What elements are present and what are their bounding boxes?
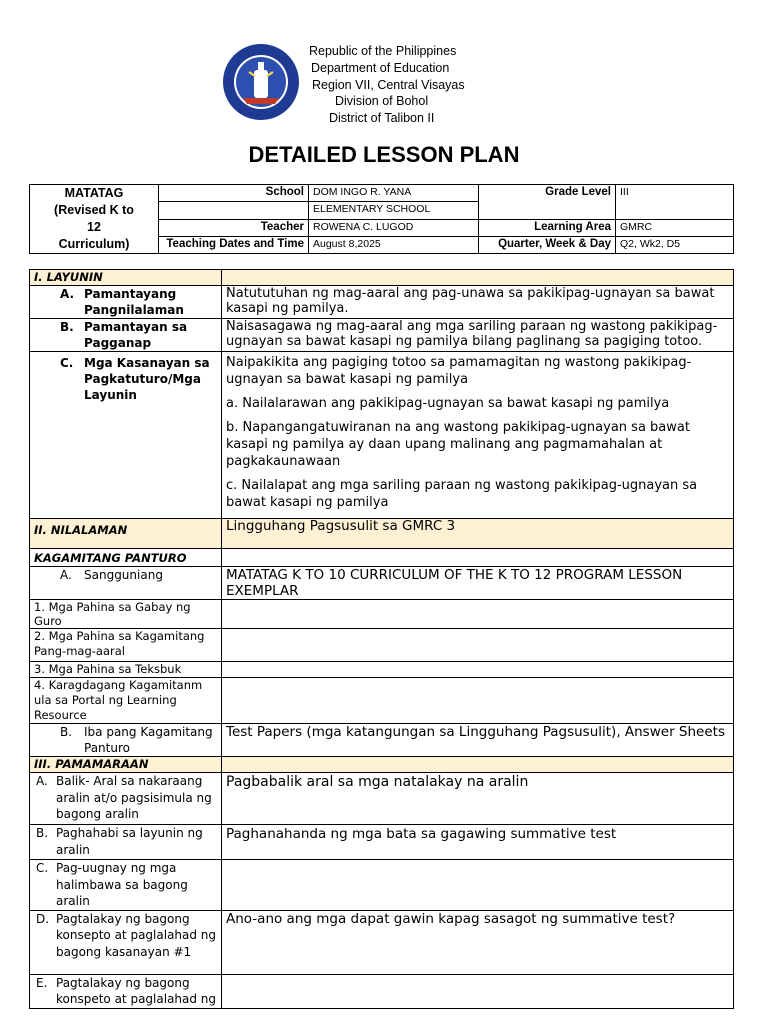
pamamaraan-a-cell (30, 773, 222, 825)
school-value-2: ELEMENTARY SCHOOL (309, 202, 479, 219)
header-line-department: Department of Education (311, 60, 450, 75)
ref-mag-aaral-pages: 2. Mga Pahina sa Kagamitang Pang-mag-aaral (30, 629, 222, 662)
layunin-a-label-cell (30, 286, 222, 319)
sanggunian-text: MATATAG K TO 10 CURRICULUM OF THE K TO 12 PROGRAM LESSON EXEMPLAR (222, 567, 734, 600)
ref-mag-aaral-pages-value (222, 629, 734, 662)
layunin-b-label: Pamantayan sa Pagganap (84, 320, 188, 350)
layunin-b-text: Naisasagawa ng mag-aaral ang mga sariling paraan ng wastong pakikipag-ugnayan sa bawat kasapi ng pamilya bilang paglinang sa pagiging totoo. (222, 319, 734, 352)
deped-seal-logo (221, 42, 301, 122)
layunin-a-label: Pamantayang Pangnilalaman (84, 287, 184, 317)
section-kagamitang-blank (222, 549, 734, 567)
layunin-c-text: Naipakikita ang pagiging totoo sa pamamagitan ng wastong pakikipag-ugnayan sa bawat kasapi ng pamilya (226, 355, 692, 387)
teaching-dates-value: August 8,2025 (309, 236, 479, 253)
header-line-region: Region VII, Central Visayas (312, 77, 465, 92)
document-title: DETAILED LESSON PLAN (248, 142, 520, 167)
section-nilalaman: II. NILALAMAN (30, 519, 222, 549)
ref-portal-resource-value (222, 678, 734, 724)
pamamaraan-e-label: Pagtalakay ng bagong konspeto at paglalahad ng (56, 975, 217, 1006)
curriculum-label (30, 185, 159, 254)
nilalaman-text: Lingguhang Pagsusulit sa GMRC 3 (222, 519, 734, 549)
quarter-week-day-label: Quarter, Week & Day (479, 236, 616, 253)
layunin-c-marker: C. (60, 356, 74, 370)
section-pamamaraan: III. PAMAMARAAN (30, 757, 222, 773)
sanggunian-label-cell (30, 567, 222, 600)
header-line-republic: Republic of the Philippines (309, 44, 457, 58)
pamamaraan-c-text (222, 860, 734, 911)
pamamaraan-b-cell (30, 825, 222, 860)
layunin-b-marker: B. (60, 320, 74, 334)
curriculum-line-3: 12 (87, 220, 101, 234)
pamamaraan-c-cell (30, 860, 222, 911)
curriculum-line-2: (Revised K to (54, 203, 134, 217)
ref-teksbuk-pages-value (222, 662, 734, 678)
pamamaraan-d-cell (30, 910, 222, 974)
iba-pang-kagamitan-label: Iba pang Kagamitang Panturo (84, 725, 213, 755)
section-layunin-blank (222, 270, 734, 286)
pamamaraan-d-text: Ano-ano ang mga dapat gawin kapag sasagot ng summative test? (222, 910, 734, 974)
layunin-c-cell (222, 352, 734, 519)
learning-area-label: Learning Area (479, 219, 616, 236)
header-line-division: Division of Bohol (335, 94, 429, 109)
pamamaraan-d-label: Pagtalakay ng bagong konsepto at paglalahad ng bagong kasanayan #1 (56, 911, 217, 959)
lesson-plan-table (29, 269, 734, 1009)
layunin-c-label-cell (30, 352, 222, 519)
iba-pang-kagamitan-marker: B. (60, 725, 73, 739)
pamamaraan-c-marker: C. (36, 861, 49, 875)
layunin-a-marker: A. (60, 287, 75, 301)
ref-portal-resource: 4. Karagdagang Kagamitanm ula sa Portal ng Learning Resource (30, 678, 222, 724)
ref-guro-pages: 1. Mga Pahina sa Gabay ng Guro (30, 600, 222, 629)
teacher-label: Teacher (159, 219, 309, 236)
pamamaraan-b-text: Paghanahanda ng mga bata sa gagawing summative test (222, 825, 734, 860)
pamamaraan-e-text (222, 974, 734, 1008)
header-line-district: District of Talibon II (329, 111, 435, 126)
learning-area-value: GMRC (616, 219, 734, 236)
layunin-c-label: Mga Kasanayan sa Pagkatuturo/Mga Layunin (84, 356, 210, 402)
grade-value: III (616, 185, 734, 220)
layunin-c-item-b: b. Napangangatuwiranan na ang wastong pakikipag-ugnayan sa bawat kasapi ng pamilya ay daan upang malinang ang pagmamahalan at pagkakaunawaan (226, 420, 690, 469)
pamamaraan-d-marker: D. (36, 911, 50, 926)
pamamaraan-e-marker: E. (36, 975, 48, 990)
section-kagamitang-panturo: KAGAMITANG PANTURO (30, 549, 222, 567)
school-label: School (159, 185, 309, 202)
lesson-info-table (29, 184, 734, 254)
layunin-b-label-cell (30, 319, 222, 352)
section-pamamaraan-blank (222, 757, 734, 773)
document-header (0, 0, 768, 167)
quarter-week-day-value: Q2, Wk2, D5 (616, 236, 734, 253)
pamamaraan-a-label: Balik- Aral sa nakaraang aralin at/o pagsisimula ng bagong aralin (56, 774, 212, 821)
iba-pang-kagamitan-label-cell (30, 724, 222, 757)
pamamaraan-b-marker: B. (36, 826, 49, 840)
pamamaraan-a-marker: A. (36, 774, 48, 788)
pamamaraan-a-text: Pagbabalik aral sa mga natalakay na aralin (222, 773, 734, 825)
section-layunin: I. LAYUNIN (30, 270, 222, 286)
teacher-value: ROWENA C. LUGOD (309, 219, 479, 236)
teaching-dates-label: Teaching Dates and Time (159, 236, 309, 253)
sanggunian-marker: A. (60, 568, 72, 582)
school-label-spacer (159, 202, 309, 219)
layunin-a-text: Natututuhan ng mag-aaral ang pag-unawa sa pakikipag-ugnayan sa bawat kasapi ng pamilya. (222, 286, 734, 319)
pamamaraan-e-cell (30, 974, 222, 1008)
ref-teksbuk-pages: 3. Mga Pahina sa Teksbuk (30, 662, 222, 678)
iba-pang-kagamitan-text: Test Papers (mga katangungan sa Lingguhang Pagsusulit), Answer Sheets (222, 724, 734, 757)
ref-guro-pages-value (222, 600, 734, 629)
pamamaraan-c-label: Pag-uugnay ng mga halimbawa sa bagong aralin (56, 861, 188, 908)
layunin-c-item-a: a. Nailalarawan ang pakikipag-ugnayan sa bawat kasapi ng pamilya (226, 396, 670, 411)
curriculum-line-1: MATATAG (64, 186, 124, 200)
school-value-1: DOM INGO R. YANA (309, 185, 479, 202)
sanggunian-label: Sangguniang (84, 568, 163, 582)
layunin-c-item-c: c. Nailalapat ang mga sariling paraan ng wastong pakikipag-ugnayan sa bawat kasapi ng pamilya (226, 478, 698, 510)
grade-label: Grade Level (479, 185, 616, 220)
pamamaraan-b-label: Paghahabi sa layunin ng aralin (56, 826, 203, 857)
curriculum-line-4: Curriculum) (58, 237, 130, 251)
